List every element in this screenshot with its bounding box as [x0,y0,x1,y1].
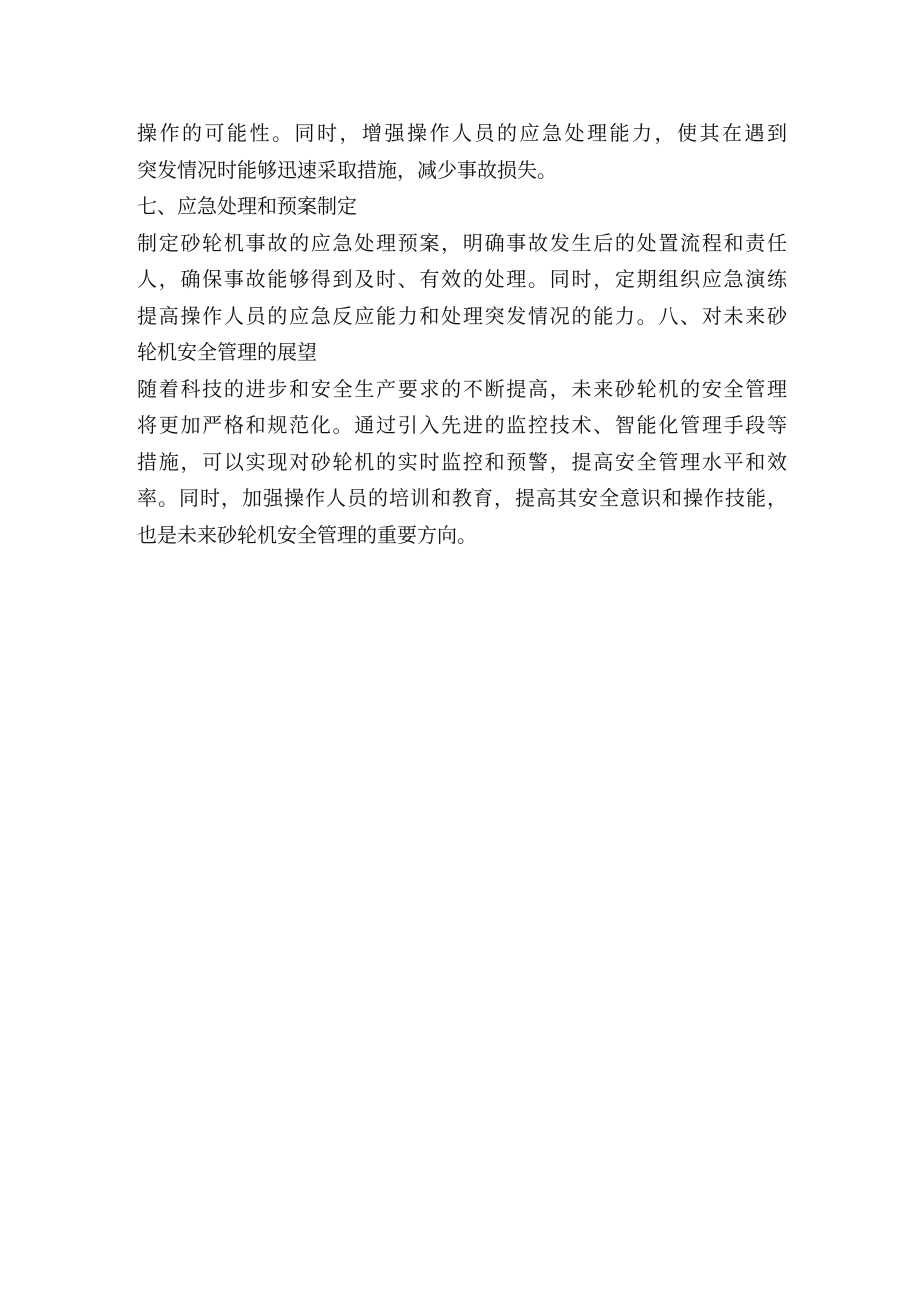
text-line: 也是未来砂轮机安全管理的重要方向。 [137,522,477,547]
text-line: 将更加严格和规范化。通过引入先进的监控技术、智能化管理手段等 [137,413,787,437]
text-line: 人，确保事故能够得到及时、有效的处理。同时，定期组织应急演练 [137,267,787,291]
text-line: 制定砂轮机事故的应急处理预案，明确事故发生后的处置流程和责任 [137,230,787,255]
section-heading: 七、应急处理和预案制定 [137,194,357,218]
text-line: 率。同时，加强操作人员的培训和教育，提高其安全意识和操作技能， [137,486,787,510]
text-line: 措施，可以实现对砂轮机的实时监控和预警，提高安全管理水平和效 [137,449,787,474]
text-line: 操作的可能性。同时，增强操作人员的应急处理能力，使其在遇到 [137,121,787,145]
text-line: 轮机安全管理的展望 [137,340,317,364]
text-line: 突发情况时能够迅速采取措施，减少事故损失。 [137,157,557,182]
text-line: 提高操作人员的应急反应能力和处理突发情况的能力。八、对未来砂 [137,303,787,328]
document-body [137,115,787,553]
text-line: 随着科技的进步和安全生产要求的不断提高，未来砂轮机的安全管理 [137,376,787,401]
